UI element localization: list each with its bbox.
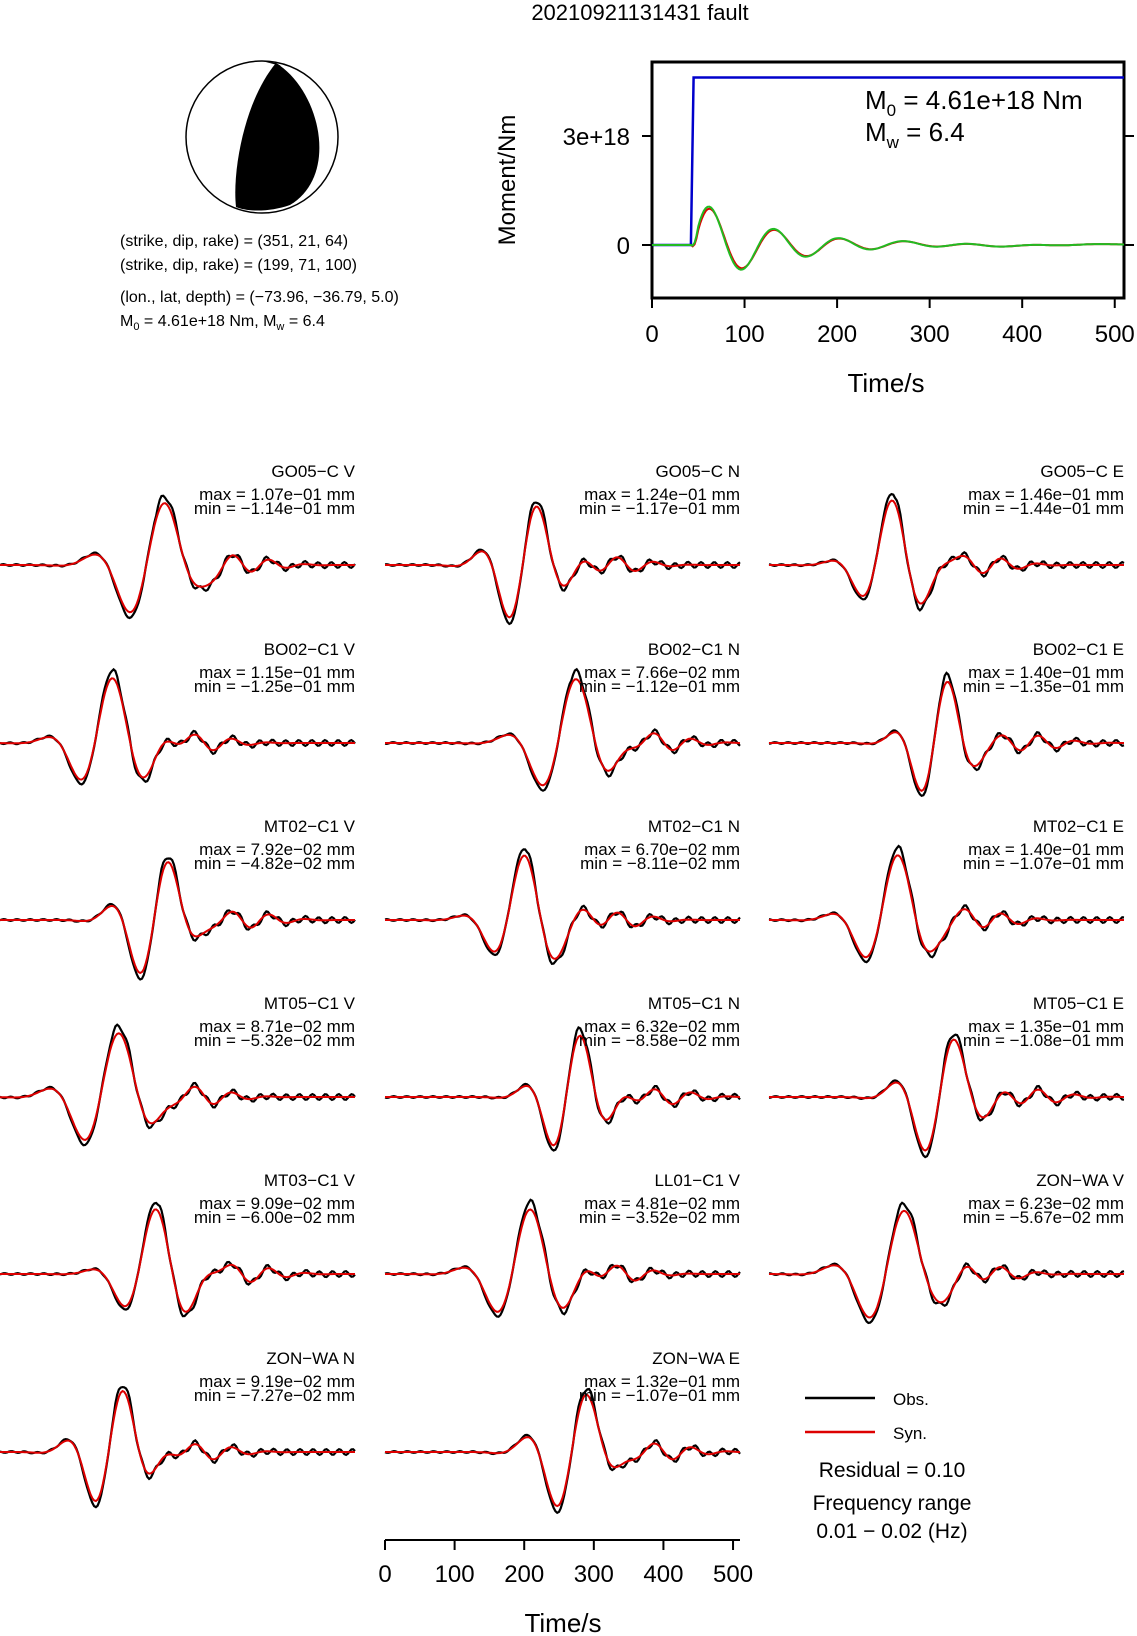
waveform-min-label: min = −1.07e−01 mm <box>962 854 1124 873</box>
waveform-station-label: GO05−C N <box>655 462 740 481</box>
waveform-min-label: min = −1.44e−01 mm <box>962 499 1124 518</box>
waveform-panel <box>0 1171 356 1316</box>
waveform-min-label: min = −1.17e−01 mm <box>578 499 740 518</box>
waveform-min-label: min = −8.58e−02 mm <box>578 1031 740 1050</box>
waveform-panel <box>769 994 1124 1157</box>
waveform-min-label: min = −5.32e−02 mm <box>193 1031 355 1050</box>
waveform-panel <box>0 994 356 1145</box>
waveform-min-label: min = −8.11e−02 mm <box>580 854 740 873</box>
waveform-panel <box>769 640 1124 796</box>
waveform-xtick-label: 100 <box>434 1561 475 1588</box>
waveform-min-label: min = −7.27e−02 mm <box>193 1386 355 1405</box>
waveform-max-label: max = 6.70e−02 mm <box>584 840 740 859</box>
waveform-station-label: MT03−C1 V <box>263 1171 355 1190</box>
moment-rate-red-line <box>652 209 1124 269</box>
mechanism-line-1: (strike, dip, rake) = (351, 21, 64) <box>120 233 349 250</box>
waveform-grid <box>0 462 1125 1513</box>
waveform-panel <box>385 817 740 964</box>
waveform-min-label: min = −6.00e−02 mm <box>193 1208 355 1227</box>
frequency-range-value: 0.01 − 0.02 (Hz) <box>816 1520 968 1543</box>
waveform-station-label: MT05−C1 E <box>1032 994 1124 1013</box>
mechanism-line-3: (lon., lat, depth) = (−73.96, −36.79, 5.0) <box>120 289 399 306</box>
waveform-xtick-label: 0 <box>378 1561 392 1588</box>
waveform-station-label: MT05−C1 V <box>263 994 355 1013</box>
waveform-panel <box>0 817 356 980</box>
waveform-max-label: max = 1.32e−01 mm <box>584 1372 740 1391</box>
waveform-station-label: LL01−C1 V <box>654 1171 740 1190</box>
waveform-max-label: max = 7.66e−02 mm <box>584 663 740 682</box>
waveform-max-label: max = 8.71e−02 mm <box>199 1017 355 1036</box>
waveform-station-label: ZON−WA V <box>1036 1171 1124 1190</box>
waveform-syn-trace <box>769 682 1124 791</box>
waveform-syn-trace <box>0 503 355 612</box>
waveform-station-label: GO05−C E <box>1040 462 1124 481</box>
waveform-legend <box>805 1390 971 1543</box>
waveform-station-label: GO05−C V <box>271 462 355 481</box>
waveform-panel <box>0 462 356 618</box>
waveform-min-label: min = −1.25e−01 mm <box>193 677 355 696</box>
moment-m0-annotation: $M_0 = 4.61e+18$ Nm <box>865 85 1083 120</box>
waveform-panel <box>769 817 1124 962</box>
beachball <box>186 61 338 213</box>
waveform-min-label: min = −1.07e−01 mm <box>578 1386 740 1405</box>
moment-xtick-label: 0 <box>645 321 659 348</box>
moment-ylabel: Moment/Nm <box>494 114 521 246</box>
waveform-max-label: max = 9.19e−02 mm <box>199 1372 355 1391</box>
waveform-panel <box>0 640 356 784</box>
figure-title: 20210921131431 fault <box>531 0 749 25</box>
frequency-range-label: Frequency range <box>812 1492 972 1515</box>
moment-xtick-label: 200 <box>817 321 858 348</box>
waveform-max-label: max = 1.15e−01 mm <box>199 663 355 682</box>
moment-xtick-label: 100 <box>724 321 765 348</box>
waveform-min-label: min = −1.14e−01 mm <box>193 499 355 518</box>
waveform-panel <box>385 994 740 1151</box>
moment-ytick-label: 0 <box>616 233 630 260</box>
waveform-min-label: min = −1.35e−01 mm <box>962 677 1124 696</box>
moment-rate-green-line <box>652 207 1124 270</box>
waveform-max-label: max = 1.40e−01 mm <box>968 840 1124 859</box>
waveform-max-label: max = 1.07e−01 mm <box>199 485 355 504</box>
waveform-syn-trace <box>769 1040 1124 1151</box>
waveform-min-label: min = −1.08e−01 mm <box>962 1031 1124 1050</box>
waveform-station-label: MT05−C1 N <box>647 994 740 1013</box>
waveform-min-label: min = −5.67e−02 mm <box>962 1208 1124 1227</box>
waveform-panel <box>0 1349 355 1507</box>
waveform-panel <box>385 1171 741 1317</box>
legend-obs-label: Obs. <box>893 1390 929 1409</box>
waveform-station-label: ZON−WA N <box>266 1349 355 1368</box>
waveform-syn-trace <box>385 1395 740 1506</box>
moment-xtick-label: 400 <box>1002 321 1043 348</box>
moment-xlabel: Time/s <box>847 368 925 398</box>
waveform-station-label: BO02−C1 V <box>263 640 355 659</box>
waveform-max-label: max = 9.09e−02 mm <box>199 1194 355 1213</box>
waveform-max-label: max = 4.81e−02 mm <box>584 1194 740 1213</box>
moment-mw-annotation: $M_w = 6.4$ <box>865 117 965 152</box>
mechanism-line-4: $M_0 = 4.61e+18$ Nm, $M_w = 6.4$ <box>120 313 325 333</box>
waveform-station-label: BO02−C1 E <box>1032 640 1124 659</box>
waveform-panel <box>769 1171 1125 1323</box>
waveform-xtick-label: 400 <box>643 1561 684 1588</box>
waveform-min-label: min = −1.12e−01 mm <box>578 677 740 696</box>
mechanism-text <box>120 233 399 333</box>
waveform-station-label: ZON−WA E <box>652 1349 740 1368</box>
waveform-xtick-label: 200 <box>504 1561 545 1588</box>
mechanism-line-2: (strike, dip, rake) = (199, 71, 100) <box>120 257 357 274</box>
waveform-station-label: MT02−C1 N <box>647 817 740 836</box>
waveform-station-label: MT02−C1 E <box>1032 817 1124 836</box>
waveform-max-label: max = 7.92e−02 mm <box>199 840 355 859</box>
waveform-station-label: MT02−C1 V <box>263 817 355 836</box>
waveform-max-label: max = 1.35e−01 mm <box>968 1017 1124 1036</box>
waveform-syn-trace <box>0 1391 355 1501</box>
waveform-max-label: max = 1.24e−01 mm <box>584 485 740 504</box>
moment-ytick-label: 3e+18 <box>562 124 630 151</box>
moment-xtick-label: 500 <box>1094 321 1135 348</box>
waveform-xlabel: Time/s <box>524 1608 602 1636</box>
waveform-max-label: max = 1.40e−01 mm <box>968 663 1124 682</box>
waveform-panel <box>385 1349 740 1513</box>
residual-text: Residual = 0.10 <box>818 1459 966 1482</box>
waveform-syn-trace <box>385 1036 740 1146</box>
waveform-min-label: min = −4.82e−02 mm <box>193 854 355 873</box>
waveform-max-label: max = 6.23e−02 mm <box>968 1194 1124 1213</box>
moment-xtick-label: 300 <box>909 321 950 348</box>
waveform-time-axis <box>378 1540 753 1636</box>
waveform-obs-trace <box>0 1387 355 1507</box>
moment-rate-chart <box>494 62 1135 398</box>
waveform-obs-trace <box>385 503 740 624</box>
waveform-xtick-label: 500 <box>713 1561 754 1588</box>
waveform-panel <box>385 640 740 791</box>
legend-syn-label: Syn. <box>893 1424 928 1443</box>
waveform-min-label: min = −3.52e−02 mm <box>578 1208 740 1227</box>
waveform-max-label: max = 1.46e−01 mm <box>968 485 1124 504</box>
waveform-panel <box>385 462 740 624</box>
waveform-max-label: max = 6.32e−02 mm <box>584 1017 740 1036</box>
waveform-panel <box>769 462 1124 610</box>
waveform-station-label: BO02−C1 N <box>647 640 740 659</box>
waveform-xtick-label: 300 <box>573 1561 614 1588</box>
